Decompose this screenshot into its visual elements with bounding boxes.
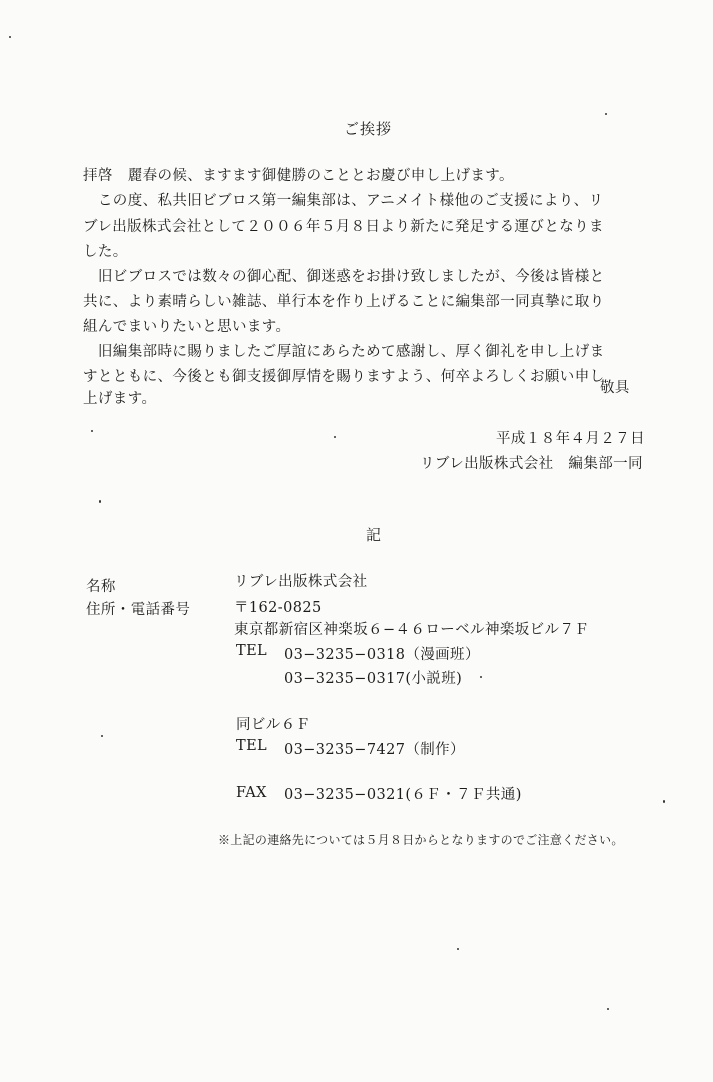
letter-line: 共に、より素晴らしい雑誌、単行本を作り上げることに編集部一同真摯に取り bbox=[83, 294, 605, 310]
scan-speck bbox=[334, 436, 336, 438]
tel-manga: 03−3235−0318（漫画班） bbox=[284, 647, 480, 663]
address-label: 住所・電話番号 bbox=[86, 602, 191, 618]
scan-speck bbox=[99, 500, 101, 503]
letter-line: した。 bbox=[83, 244, 128, 260]
name-label: 名称 bbox=[86, 579, 116, 595]
letter-sender: リブレ出版株式会社 編集部一同 bbox=[420, 456, 643, 472]
letter-line: 旧編集部時に賜りましたご厚誼にあらためて感謝し、厚く御礼を申し上げま bbox=[83, 344, 605, 360]
record-heading: 記 bbox=[366, 526, 383, 544]
scan-speck bbox=[457, 948, 459, 950]
tel-label: TEL bbox=[236, 643, 268, 659]
letter-closing: 敬具 bbox=[600, 380, 630, 396]
company-name: リブレ出版株式会社 bbox=[234, 574, 368, 590]
scan-speck bbox=[607, 1008, 609, 1010]
postal-code: 〒162-0825 bbox=[234, 600, 322, 616]
fax-number: 03−3235−0321(６Ｆ・７Ｆ共通) bbox=[284, 787, 522, 803]
letter-line: 拝啓 麗春の候、ますます御健勝のこととお慶び申し上げます。 bbox=[83, 168, 514, 184]
letter-line: すとともに、今後とも御支援御厚情を賜りますよう、何卒よろしくお願い申し bbox=[83, 369, 605, 385]
letter-line: 旧ビブロスでは数々の御心配、御迷惑をお掛け致しましたが、今後は皆様と bbox=[83, 269, 605, 285]
scan-speck bbox=[663, 800, 665, 803]
scan-speck bbox=[101, 735, 103, 737]
tel-novel: 03−3235−0317(小説班) bbox=[284, 671, 463, 687]
letter-line: ブレ出版株式会社として２００６年５月８日より新たに発足する運びとなりま bbox=[83, 219, 604, 235]
scan-speck bbox=[480, 676, 482, 678]
letter-title: ご挨拶 bbox=[344, 120, 393, 138]
fax-label: FAX bbox=[236, 785, 267, 801]
building-6f: 同ビル６Ｆ bbox=[236, 717, 311, 733]
tel-production: 03−3235−7427（制作） bbox=[284, 742, 465, 758]
tel-label-6f: TEL bbox=[236, 738, 268, 754]
address: 東京都新宿区神楽坂６−４６ローベル神楽坂ビル７Ｆ bbox=[234, 622, 590, 638]
scan-speck bbox=[91, 430, 93, 432]
scan-speck bbox=[605, 113, 607, 115]
letter-line: 組んでまいりたいと思います。 bbox=[83, 319, 291, 335]
letter-line: 上げます。 bbox=[83, 391, 157, 407]
footnote: ※上記の連絡先については５月８日からとなりますのでご注意ください。 bbox=[218, 833, 624, 847]
scan-speck bbox=[9, 36, 11, 38]
letter-date: 平成１８年４月２７日 bbox=[496, 431, 645, 447]
letter-line: この度、私共旧ビブロス第一編集部は、アニメイト様他のご支援により、リ bbox=[83, 193, 604, 209]
